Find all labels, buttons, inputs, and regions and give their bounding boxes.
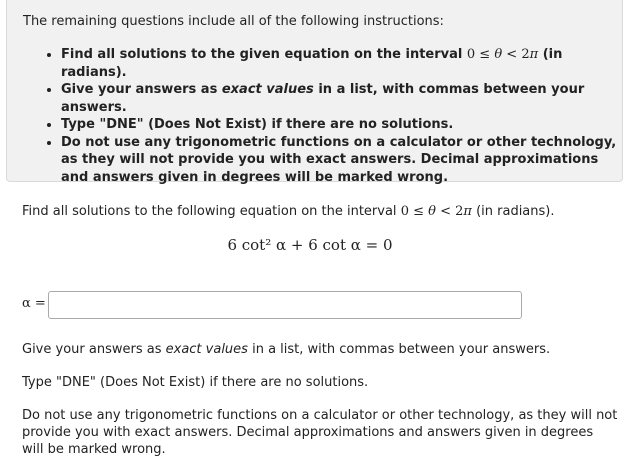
instruction-dne: • Type "DNE" (Does Not Exist) if there are no solutions. (61, 116, 622, 134)
note-exact-em: exact values (165, 342, 248, 357)
instruction-exact-em: exact values (221, 82, 314, 97)
instruction-interval-unit: (in radians). (61, 47, 563, 80)
question-prompt: Find all solutions to the following equation on the interval (22, 204, 397, 219)
answer-input[interactable] (48, 291, 522, 319)
equation: 6 cot² α + 6 cot α = 0 (227, 236, 393, 254)
instruction-no-calculator: • Do not use any trigonometric functions on a calculator or other technology, as they will not provide you with exact answers. Decimal approximations and answers given in degrees will be marked wrong. (61, 134, 622, 187)
question-text (22, 204, 555, 219)
note-exact-pre: Give your answers as (22, 342, 162, 357)
answer-label: α = (22, 296, 46, 311)
instructions-intro: The remaining questions include all of the following instructions: (23, 14, 444, 29)
question-interval-math: 0 ≤ θ < 2π (400, 204, 472, 219)
instruction-interval-text: Find all solutions to the given equation on the interval (61, 47, 463, 62)
instruction-interval (61, 46, 622, 81)
note-no-calculator: Do not use any trigonometric functions on a calculator or other technology, as they will not provide you with exact answers. Decimal approximations and answers given in degrees will be marked wrong. (22, 408, 618, 457)
instructions-list (23, 46, 622, 186)
question-unit: (in radians). (476, 204, 555, 219)
note-exact-values (22, 342, 550, 357)
instruction-exact (61, 81, 622, 116)
note-exact-post: in a list, with commas between your answers. (252, 342, 551, 357)
instruction-exact-pre: Give your answers as (61, 82, 218, 97)
interval-math: 0 ≤ θ < 2π (466, 47, 539, 62)
instructions-panel (6, 0, 623, 185)
note-dne: Type "DNE" (Does Not Exist) if there are no solutions. (22, 375, 369, 390)
instruction-exact-post: in a list, with commas between your answers. (61, 82, 585, 115)
